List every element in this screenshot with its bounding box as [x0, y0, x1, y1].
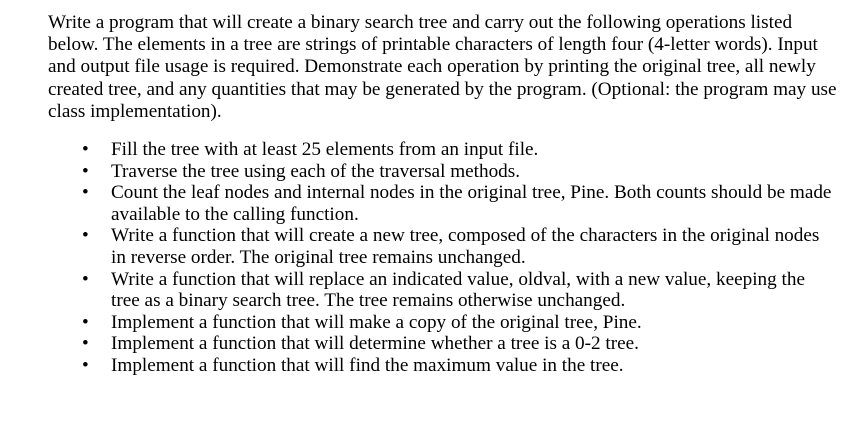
task-text: Implement a function that will find the maximum value in the tree.	[111, 354, 624, 376]
task-item-reverse-tree	[48, 225, 838, 268]
task-item-replace-value	[48, 269, 838, 312]
bullet-icon: •	[82, 160, 89, 182]
task-item-check-0-2-tree	[48, 333, 838, 355]
bullet-icon: •	[82, 182, 89, 204]
task-text: Implement a function that will determine whether a tree is a 0-2 tree.	[111, 333, 639, 355]
task-item-traverse	[48, 161, 838, 183]
task-item-max-value	[48, 355, 838, 377]
task-text: Count the leaf nodes and internal nodes in the original tree, Pine. Both counts should be made available to the calling function.	[111, 182, 832, 225]
task-text: Traverse the tree using each of the traversal methods.	[111, 160, 521, 182]
bullet-icon: •	[82, 139, 89, 161]
task-item-count-nodes	[48, 182, 838, 225]
task-list	[48, 139, 838, 377]
bullet-icon: •	[82, 354, 89, 376]
bullet-icon: •	[82, 311, 89, 333]
bullet-icon: •	[82, 333, 89, 355]
intro-paragraph: Write a program that will create a binary search tree and carry out the following operations listed below. The elements in a tree are strings of printable characters of length four (4-letter words). Input and output file usage is required. Demonstrate each operation by printing the original tree, all newly created tree, and any quantities that may be generated by the program. (Optional: the program may use class implementation).	[48, 12, 837, 122]
assignment-document	[48, 12, 838, 377]
task-text: Implement a function that will make a copy of the original tree, Pine.	[111, 311, 642, 333]
task-text: Fill the tree with at least 25 elements from an input file.	[111, 139, 539, 161]
task-item-copy-tree	[48, 312, 838, 334]
bullet-icon: •	[82, 225, 89, 247]
bullet-icon: •	[82, 268, 89, 290]
task-text: Write a function that will replace an indicated value, oldval, with a new value, keeping the tree as a binary search tree. The tree remains otherwise unchanged.	[111, 268, 805, 312]
task-item-fill-tree	[48, 139, 838, 161]
task-text: Write a function that will create a new tree, composed of the characters in the original nodes in reverse order. The original tree remains unchanged.	[111, 225, 820, 268]
